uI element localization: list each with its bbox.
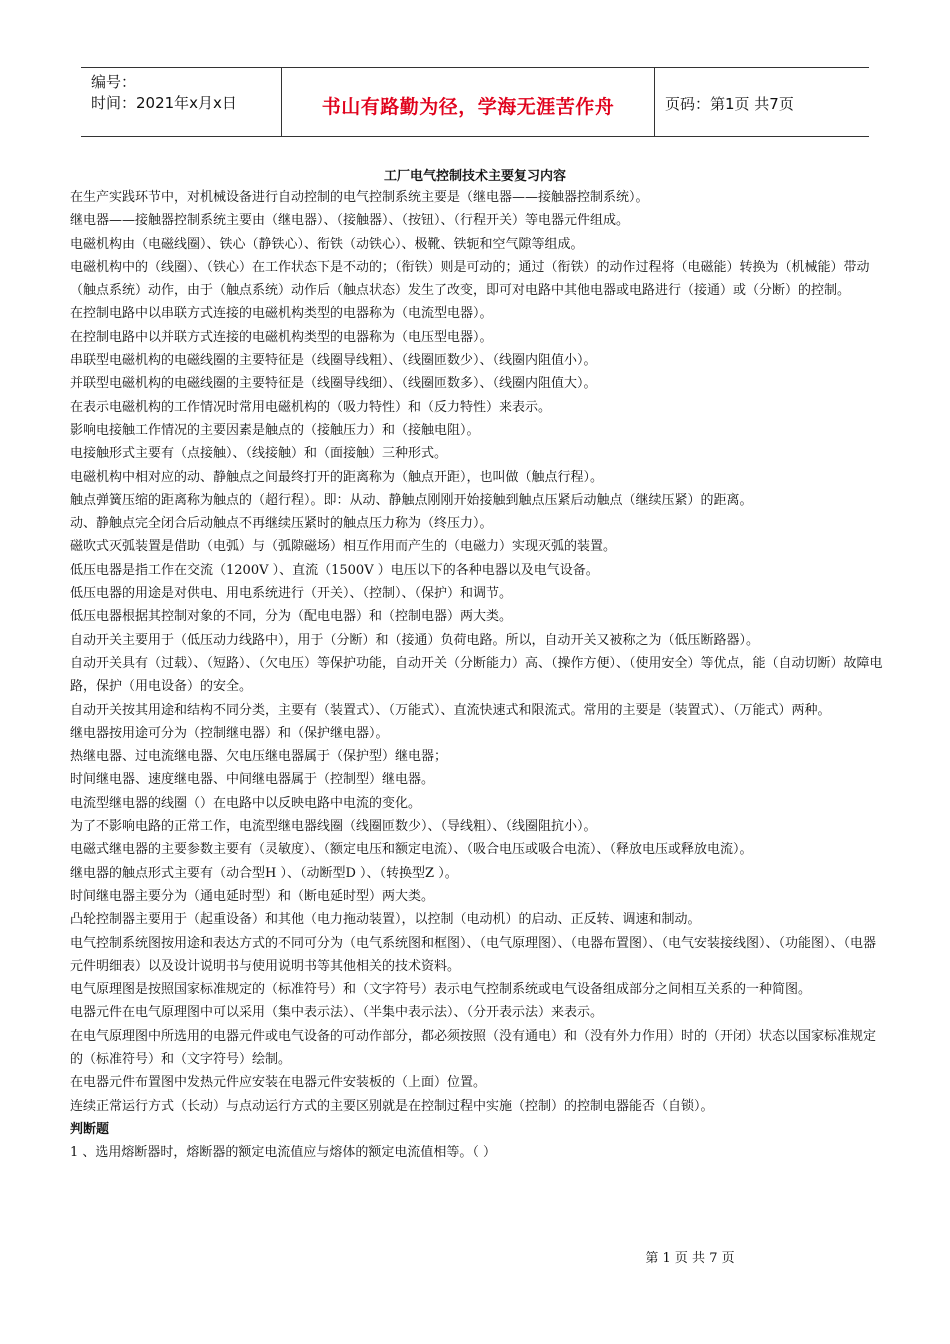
document-number-label: 编号： (91, 73, 137, 91)
paragraph: 电气控制系统图按用途和表达方式的不同可分为（电气系统图和框图）、（电气原理图）、（电器布置图）、（电气安装接线图）、（功能图）、（电器元件明细表）以及设计说明书与使用说明书等其他相关的技术资料。 (70, 935, 877, 974)
paragraph: 电器元件在电气原理图中可以采用（集中表示法）、（半集中表示法）、（分开表示法）来表示。 (70, 1005, 604, 1021)
header-motto-cell (282, 68, 655, 136)
paragraph: 并联型电磁机构的电磁线圈的主要特征是（线圈导线细）、（线圈匝数多）、（线圈内阻值大）。 (70, 376, 597, 392)
paragraph: 电流型继电器的线圈（）在电路中以反映电路中电流的变化。 (70, 795, 422, 811)
section-heading: 判断题 (70, 1121, 110, 1137)
paragraph: 为了不影响电路的正常工作，电流型继电器线圈（线圈匝数少）、（导线粗）、（线圈阻抗小）。 (70, 819, 597, 835)
paragraph: 动、静触点完全闭合后动触点不再继续压紧时的触点压力称为（终压力）。 (70, 516, 493, 532)
paragraph: 低压电器根据其控制对象的不同，分为（配电电器）和（控制电器）两大类。 (70, 609, 513, 625)
paragraph: 电磁机构由（电磁线圈）、铁心（静铁心）、衔铁（动铁心）、极靴、铁轭和空气隙等组成。 (70, 236, 584, 252)
paragraph: 继电器按用途可分为（控制继电器）和（保护继电器）。 (70, 725, 389, 741)
header-page-cell (655, 68, 869, 136)
paragraph: 连续正常运行方式（长动）与点动运行方式的主要区别就是在控制过程中实施（控制）的控制电器能否（自锁）。 (70, 1098, 714, 1114)
paragraph: 凸轮控制器主要用于（起重设备）和其他（电力拖动装置），以控制（电动机）的启动、正反转、调速和制动。 (70, 912, 701, 928)
paragraph: 触点弹簧压缩的距离称为触点的（超行程）。即：从动、静触点刚刚开始接触到触点压紧后动触点（继续压紧）的距离。 (70, 492, 753, 508)
paragraph: 自动开关具有（过载）、（短路）、（欠电压）等保护功能，自动开关（分断能力）高、（操作方便）、（使用安全）等优点，能（自动切断）故障电路，保护（用电设备）的安全。 (70, 655, 883, 695)
paragraph: 在生产实践环节中，对机械设备进行自动控制的电气控制系统主要是（继电器——接触器控制系统）。 (70, 190, 649, 205)
motto-text: 书山有路勤为径，学海无涯苦作舟 (321, 96, 615, 118)
document-title: 工厂电气控制技术主要复习内容 (383, 169, 566, 184)
paragraph: 串联型电磁机构的电磁线圈的主要特征是（线圈导线粗）、（线圈匝数少）、（线圈内阻值小）。 (70, 353, 597, 369)
header-table (81, 67, 869, 137)
paragraph: 电磁式继电器的主要参数主要有（灵敏度）、（额定电压和额定电流）、（吸合电压或吸合电流）、（释放电压或释放电流）。 (70, 842, 753, 858)
header-meta-cell (81, 68, 282, 136)
paragraph: 继电器的触点形式主要有（动合型H ）、（动断型D ）、（转换型Z ）。 (70, 865, 458, 881)
paragraph: 热继电器、过电流继电器、欠电压继电器属于（保护型）继电器； (70, 749, 448, 765)
question-item: 1 、选用熔断器时，熔断器的额定电流值应与熔体的额定电流值相等。（ ） (70, 1145, 497, 1161)
document-date-label: 时间：2021年x月x日 (91, 94, 237, 112)
document-body (70, 186, 888, 1164)
page-footer: 第 1 页 共 7 页 (645, 1251, 735, 1266)
paragraph: 电磁机构中相对应的动、静触点之间最终打开的距离称为（触点开距），也叫做（触点行程）。 (70, 469, 604, 485)
paragraph: 在电气原理图中所选用的电器元件或电气设备的可动作部分，都必须按照（没有通电）和（没有外力作用）时的（开闭）状态以国家标准规定的（标准符号）和（文字符号）绘制。 (70, 1028, 877, 1067)
paragraph: 时间继电器主要分为（通电延时型）和（断电延时型）两大类。 (70, 888, 435, 904)
paragraph: 电气原理图是按照国家标准规定的（标准符号）和（文字符号）表示电气控制系统或电气设备组成部分之间相互关系的一种简图。 (70, 982, 812, 998)
paragraph: 低压电器是指工作在交流（1200V ）、直流（1500V ）电压以下的各种电器以及电气设备。 (70, 562, 599, 578)
paragraph: 继电器——接触器控制系统主要由（继电器）、（接触器）、（按钮）、（行程开关）等电器元件组成。 (70, 213, 630, 229)
paragraph: 自动开关主要用于（低压动力线路中），用于（分断）和（接通）负荷电路。所以，自动开关又被称之为（低压断路器）。 (70, 632, 760, 648)
paragraph: 影响电接触工作情况的主要因素是触点的（接触压力）和（接触电阻）。 (70, 422, 480, 438)
paragraph: 在电器元件布置图中发热元件应安装在电器元件安装板的（上面）位置。 (70, 1075, 487, 1091)
page-number-label: 页码：第1页 共7页 (665, 95, 794, 113)
paragraph: 电磁机构中的（线圈）、（铁心）在工作状态下是不动的；（衔铁）则是可动的；通过（衔铁）的动作过程将（电磁能）转换为（机械能）带动（触点系统）动作，由于（触点系统）动作后（触点状态）发生了改变，即可对电路中其他电器或电路进行（接通）或（分断）的控制。 (70, 259, 870, 299)
paragraph: 在控制电路中以串联方式连接的电磁机构类型的电器称为（电流型电器）。 (70, 306, 493, 322)
paragraph: 自动开关按其用途和结构不同分类，主要有（装置式）、（万能式）、直流快速式和限流式。常用的主要是（装置式）、（万能式）两种。 (70, 702, 831, 718)
paragraph: 磁吹式灭弧装置是借助（电弧）与（弧隙磁场）相互作用而产生的（电磁力）实现灭弧的装置。 (70, 539, 617, 555)
paragraph: 在表示电磁机构的工作情况时常用电磁机构的（吸力特性）和（反力特性）来表示。 (70, 399, 552, 415)
paragraph: 电接触形式主要有（点接触）、（线接触）和（面接触）三种形式。 (70, 446, 448, 462)
paragraph: 时间继电器、速度继电器、中间继电器属于（控制型）继电器。 (70, 772, 435, 788)
paragraph: 在控制电路中以并联方式连接的电磁机构类型的电器称为（电压型电器）。 (70, 329, 493, 345)
paragraph: 低压电器的用途是对供电、用电系统进行（开关）、（控制）、（保护）和调节。 (70, 586, 513, 602)
